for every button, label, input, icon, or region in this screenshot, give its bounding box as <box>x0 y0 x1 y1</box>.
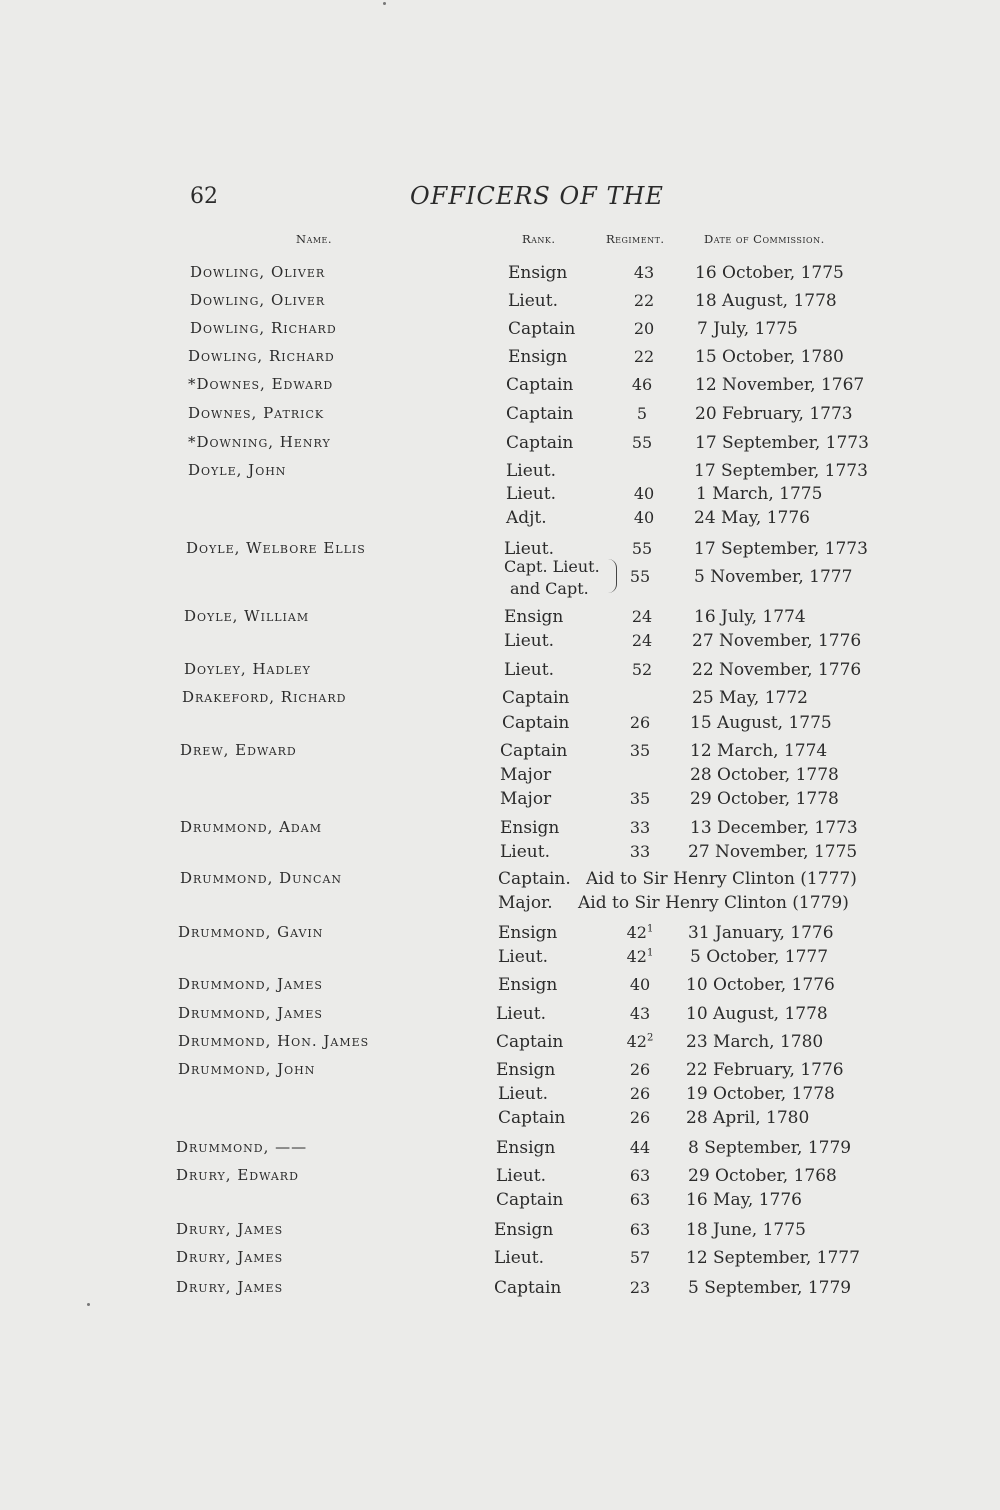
table-row <box>0 1004 1000 1030</box>
rank: Lieut. <box>504 660 554 680</box>
rank: Major <box>500 765 552 785</box>
regiment-battalion: 1 <box>646 923 654 935</box>
regiment <box>620 375 664 394</box>
table-row <box>0 1060 1000 1086</box>
officer-name: Drummond, Adam <box>180 818 322 836</box>
table-row <box>0 1032 1000 1058</box>
regiment <box>620 539 664 558</box>
rank: Captain. <box>498 869 571 889</box>
regiment <box>618 923 662 942</box>
officer-name: Drummond, James <box>178 1004 323 1022</box>
commission-date: 29 October, 1768 <box>688 1166 837 1186</box>
rank: Captain <box>496 1032 564 1052</box>
regiment-number: 42 <box>626 947 647 966</box>
commission-date: 16 July, 1774 <box>694 607 806 627</box>
regiment <box>618 1004 662 1023</box>
commission-date: 19 October, 1778 <box>686 1084 835 1104</box>
commission-date: 17 September, 1773 <box>694 461 868 481</box>
officer-name: Drummond, Duncan <box>180 869 343 887</box>
regiment <box>618 1108 662 1127</box>
officer-name: Doyle, Welbore Ellis <box>186 539 366 557</box>
rank: Captain <box>506 404 574 424</box>
regiment-number: 35 <box>629 789 651 808</box>
rank: Captain <box>494 1278 562 1298</box>
officer-name: Doyley, Hadley <box>184 660 311 678</box>
officer-name: Drury, James <box>176 1220 284 1238</box>
officer-name: Drury, Edward <box>176 1166 299 1184</box>
rank: Ensign <box>498 923 558 943</box>
page-number: 62 <box>190 184 218 209</box>
regiment-number: 55 <box>631 433 653 452</box>
commission-date: 10 August, 1778 <box>686 1004 828 1024</box>
rank: Captain <box>496 1190 564 1210</box>
regiment <box>618 1190 662 1209</box>
table-row <box>0 660 1000 686</box>
regiment <box>618 1166 662 1185</box>
commission-date: 15 October, 1780 <box>695 347 844 367</box>
table-row <box>0 347 1000 373</box>
table-row <box>0 1138 1000 1164</box>
table-row <box>0 607 1000 633</box>
commission-date: 18 June, 1775 <box>686 1220 806 1240</box>
rank: Lieut. <box>506 484 556 504</box>
table-row <box>0 1166 1000 1192</box>
commission-date: 20 February, 1773 <box>695 404 853 424</box>
column-header-name: Name. <box>296 232 333 246</box>
regiment-number: 63 <box>629 1190 651 1209</box>
table-row <box>0 893 1000 919</box>
commission-date: 31 January, 1776 <box>688 923 834 943</box>
regiment <box>618 947 662 966</box>
commission-date: 27 November, 1775 <box>688 842 858 862</box>
commission-date: 29 October, 1778 <box>690 789 839 809</box>
officer-name: Drummond, Hon. James <box>178 1032 370 1050</box>
column-header-regiment: Regiment. <box>606 232 665 246</box>
regiment-number: 46 <box>631 375 653 394</box>
rank: Adjt. <box>506 508 547 528</box>
commission-date: 17 September, 1773 <box>695 433 869 453</box>
regiment <box>618 713 662 732</box>
regiment <box>618 741 662 760</box>
rank: Lieut. <box>506 461 556 481</box>
rank: Ensign <box>496 1138 556 1158</box>
rank: Captain <box>508 319 576 339</box>
officer-name: Drury, James <box>176 1248 284 1266</box>
officer-name: *Downing, Henry <box>188 433 331 451</box>
regiment <box>618 789 662 808</box>
commission-date: 18 August, 1778 <box>695 291 837 311</box>
regiment-number: 24 <box>631 631 653 650</box>
regiment-number: 26 <box>629 1084 651 1103</box>
table-row <box>0 923 1000 949</box>
table-row <box>0 765 1000 791</box>
regiment-battalion: 1 <box>646 947 654 959</box>
rank: Lieut. <box>496 1004 546 1024</box>
officer-name: Drew, Edward <box>180 741 297 759</box>
rank: Lieut. <box>496 1166 546 1186</box>
officer-name: Dowling, Oliver <box>190 291 326 309</box>
regiment-number: 55 <box>629 567 651 586</box>
commission-date: 27 November, 1776 <box>692 631 862 651</box>
commission-date: 25 May, 1772 <box>692 688 808 708</box>
officer-name: Drury, James <box>176 1278 284 1296</box>
regiment-number: 35 <box>629 741 651 760</box>
officer-name: Downes, Patrick <box>188 404 325 422</box>
commission-date: 5 October, 1777 <box>690 947 829 967</box>
commission-date: 16 May, 1776 <box>686 1190 802 1210</box>
column-header-date: Date of Commission. <box>704 232 825 246</box>
commission-date: 24 May, 1776 <box>694 508 810 528</box>
table-row <box>0 404 1000 430</box>
commission-date: 5 September, 1779 <box>688 1278 852 1298</box>
regiment-number: 55 <box>631 539 653 558</box>
table-row <box>0 975 1000 1001</box>
commission-date: 12 September, 1777 <box>686 1248 860 1268</box>
officer-name: Doyle, William <box>184 607 310 625</box>
officer-name: Drakeford, Richard <box>182 688 347 706</box>
regiment <box>622 484 666 503</box>
table-row <box>0 433 1000 459</box>
table-row <box>0 263 1000 289</box>
rank: Lieut. <box>498 947 548 967</box>
regiment <box>618 1084 662 1103</box>
regiment <box>618 1248 662 1267</box>
regiment <box>620 631 664 650</box>
table-row <box>0 539 1000 565</box>
officer-name: Drummond, Gavin <box>178 923 324 941</box>
regiment-number: 24 <box>631 607 653 626</box>
regiment-number: 63 <box>629 1166 651 1185</box>
officer-name: Doyle, John <box>188 461 287 479</box>
table-row <box>0 484 1000 510</box>
table-row <box>0 557 1000 598</box>
commission-date: 13 December, 1773 <box>690 818 858 838</box>
table-row <box>0 869 1000 895</box>
rank: Captain <box>502 713 570 733</box>
rank: Lieut. <box>500 842 550 862</box>
regiment-number: 33 <box>629 842 651 861</box>
table-row <box>0 319 1000 345</box>
table-row <box>0 842 1000 868</box>
regiment <box>620 607 664 626</box>
rank: Lieut. <box>498 1084 548 1104</box>
officer-name: Drummond, James <box>178 975 323 993</box>
officer-name: Drummond, —— <box>176 1138 308 1156</box>
rank: Major. <box>498 893 553 913</box>
commission-date: 22 February, 1776 <box>686 1060 844 1080</box>
regiment-number: 63 <box>629 1220 651 1239</box>
regiment <box>620 433 664 452</box>
regiment <box>618 1060 662 1079</box>
table-row <box>0 1278 1000 1304</box>
regiment-number: 43 <box>629 1004 651 1023</box>
table-row <box>0 818 1000 844</box>
commission-note: Aid to Sir Henry Clinton (1777) <box>586 869 857 889</box>
rank: Captain <box>506 375 574 395</box>
commission-date: 8 September, 1779 <box>688 1138 852 1158</box>
table-row <box>0 1108 1000 1134</box>
table-row <box>0 1084 1000 1110</box>
commission-date: 15 August, 1775 <box>690 713 832 733</box>
column-header-rank: Rank. <box>522 232 556 246</box>
rank: Ensign <box>494 1220 554 1240</box>
table-row <box>0 291 1000 317</box>
officer-name: Dowling, Richard <box>190 319 337 337</box>
regiment-number: 20 <box>633 319 655 338</box>
table-row <box>0 789 1000 815</box>
table-row <box>0 631 1000 657</box>
regiment-number: 26 <box>629 1060 651 1079</box>
regiment <box>618 1278 662 1297</box>
regiment-number: 23 <box>629 1278 651 1297</box>
rank: Ensign <box>504 607 564 627</box>
speck <box>383 2 386 5</box>
commission-date: 28 October, 1778 <box>690 765 839 785</box>
regiment-number: 44 <box>629 1138 651 1157</box>
rank: Captain <box>502 688 570 708</box>
rank: Lieut. <box>504 631 554 651</box>
regiment-number: 40 <box>629 975 651 994</box>
rank: Captain <box>500 741 568 761</box>
officer-name: Dowling, Oliver <box>190 263 326 281</box>
table-row <box>0 508 1000 534</box>
rank: Lieut. <box>504 539 554 559</box>
regiment-number: 43 <box>633 263 655 282</box>
commission-date: 22 November, 1776 <box>692 660 862 680</box>
commission-date: 5 November, 1777 <box>694 567 853 587</box>
regiment <box>618 975 662 994</box>
regiment <box>620 660 664 679</box>
regiment <box>622 263 666 282</box>
rank: Ensign <box>508 347 568 367</box>
table-row <box>0 713 1000 739</box>
regiment <box>618 1220 662 1239</box>
rank: Captain <box>498 1108 566 1128</box>
regiment-number: 40 <box>633 508 655 527</box>
commission-date: 10 October, 1776 <box>686 975 835 995</box>
regiment-battalion: 2 <box>646 1032 654 1044</box>
regiment-number: 22 <box>633 291 655 310</box>
regiment <box>618 818 662 837</box>
rank: Ensign <box>508 263 568 283</box>
rank: Ensign <box>498 975 558 995</box>
regiment <box>622 508 666 527</box>
table-row <box>0 947 1000 973</box>
table-row <box>0 688 1000 714</box>
regiment <box>618 567 662 586</box>
regiment <box>618 842 662 861</box>
brace-mark <box>608 559 617 593</box>
officer-name: *Downes, Edward <box>188 375 334 393</box>
rank: Major <box>500 789 552 809</box>
rank: Lieut. <box>494 1248 544 1268</box>
officer-name: Drummond, John <box>178 1060 316 1078</box>
rank: Lieut. <box>508 291 558 311</box>
rank-line-2: and Capt. <box>510 579 589 598</box>
commission-date: 28 April, 1780 <box>686 1108 810 1128</box>
running-title: OFFICERS OF THE <box>410 182 664 210</box>
regiment-number: 26 <box>629 713 651 732</box>
rank: Captain <box>506 433 574 453</box>
regiment-number: 40 <box>633 484 655 503</box>
commission-date: 1 March, 1775 <box>696 484 823 504</box>
rank: Ensign <box>496 1060 556 1080</box>
commission-date: 12 March, 1774 <box>690 741 828 761</box>
speck <box>87 1303 90 1306</box>
table-row <box>0 1190 1000 1216</box>
regiment <box>618 1138 662 1157</box>
regiment-number: 52 <box>631 660 653 679</box>
table-row <box>0 1220 1000 1246</box>
table-row <box>0 1248 1000 1274</box>
regiment-number: 42 <box>626 923 647 942</box>
table-row <box>0 375 1000 401</box>
regiment-number: 22 <box>633 347 655 366</box>
rank-line-1: Capt. Lieut. <box>504 557 600 576</box>
regiment-number: 33 <box>629 818 651 837</box>
regiment <box>618 1032 662 1051</box>
commission-date: 17 September, 1773 <box>694 539 868 559</box>
regiment-number: 5 <box>636 404 648 423</box>
commission-date: 23 March, 1780 <box>686 1032 824 1052</box>
rank: Ensign <box>500 818 560 838</box>
commission-date: 16 October, 1775 <box>695 263 844 283</box>
commission-date: 7 July, 1775 <box>697 319 798 339</box>
officer-name: Dowling, Richard <box>188 347 335 365</box>
regiment <box>622 319 666 338</box>
regiment <box>622 347 666 366</box>
commission-date: 12 November, 1767 <box>695 375 865 395</box>
commission-note: Aid to Sir Henry Clinton (1779) <box>578 893 849 913</box>
table-row <box>0 741 1000 767</box>
regiment-number: 26 <box>629 1108 651 1127</box>
regiment <box>622 291 666 310</box>
regiment-number: 57 <box>629 1248 651 1267</box>
regiment <box>620 404 664 423</box>
regiment-number: 42 <box>626 1032 647 1051</box>
